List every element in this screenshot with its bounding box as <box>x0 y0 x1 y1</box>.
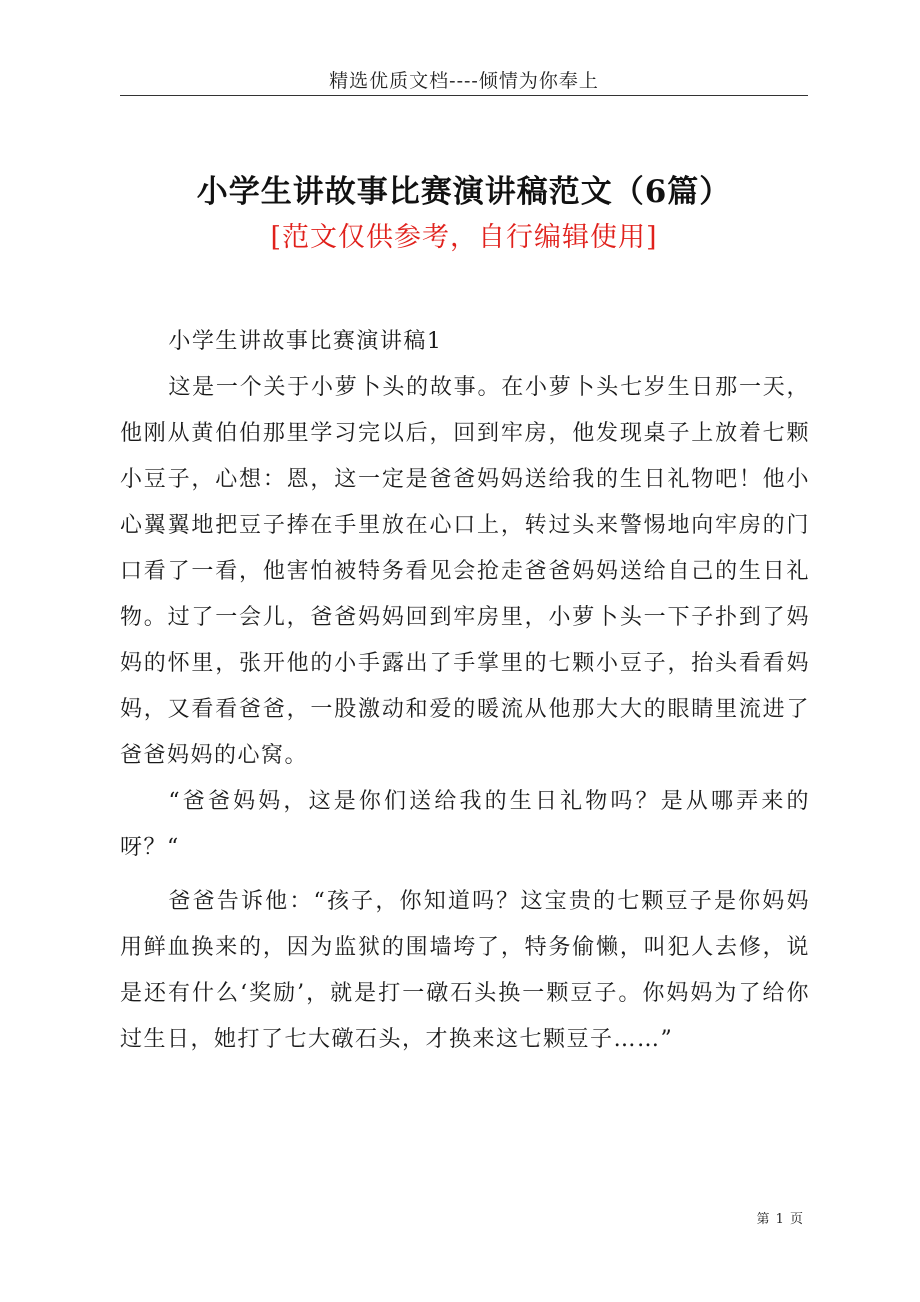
paragraph: 爸爸告诉他：“孩子，你知道吗？这宝贵的七颗豆子是你妈妈用鲜血换来的，因为监狱的围墙垮了，特务偷懒，叫犯人去修，说是还有什么‘奖励’，就是打一礅石头换一颗豆子。你妈妈为了给你过生日，她打了七大礅石头，才换来这七颗豆子……” <box>120 889 810 1052</box>
paragraph: “爸爸妈妈，这是你们送给我的生日礼物吗？是从哪弄来的呀？“ <box>120 789 810 860</box>
document-subtitle: [范文仅供参考，自行编辑使用] <box>270 222 658 253</box>
section-heading: 小学生讲故事比赛演讲稿1 <box>168 329 443 354</box>
page-number: 第 1 页 <box>756 1212 804 1227</box>
document-title: 小学生讲故事比赛演讲稿范文（6篇） <box>196 174 732 210</box>
header-divider <box>120 95 808 96</box>
page-header: 精选优质文档----倾情为你奉上 <box>329 70 599 92</box>
paragraph: 这是一个关于小萝卜头的故事。在小萝卜头七岁生日那一天，他刚从黄伯伯那里学习完以后，回到牢房，他发现桌子上放着七颗小豆子，心想：恩，这一定是爸爸妈妈送给我的生日礼物吧！他小心翼翼地把豆子捧在手里放在心口上，转过头来警惕地向牢房的门口看了一看，他害怕被特务看见会抢走爸爸妈妈送给自己的生日礼物。过了一会儿，爸爸妈妈回到牢房里，小萝卜头一下子扑到了妈妈的怀里，张开他的小手露出了手掌里的七颗小豆子，抬头看看妈妈，又看看爸爸，一股激动和爱的暖流从他那大大的眼睛里流进了爸爸妈妈的心窝。 <box>120 375 810 768</box>
document-body <box>120 319 810 1063</box>
